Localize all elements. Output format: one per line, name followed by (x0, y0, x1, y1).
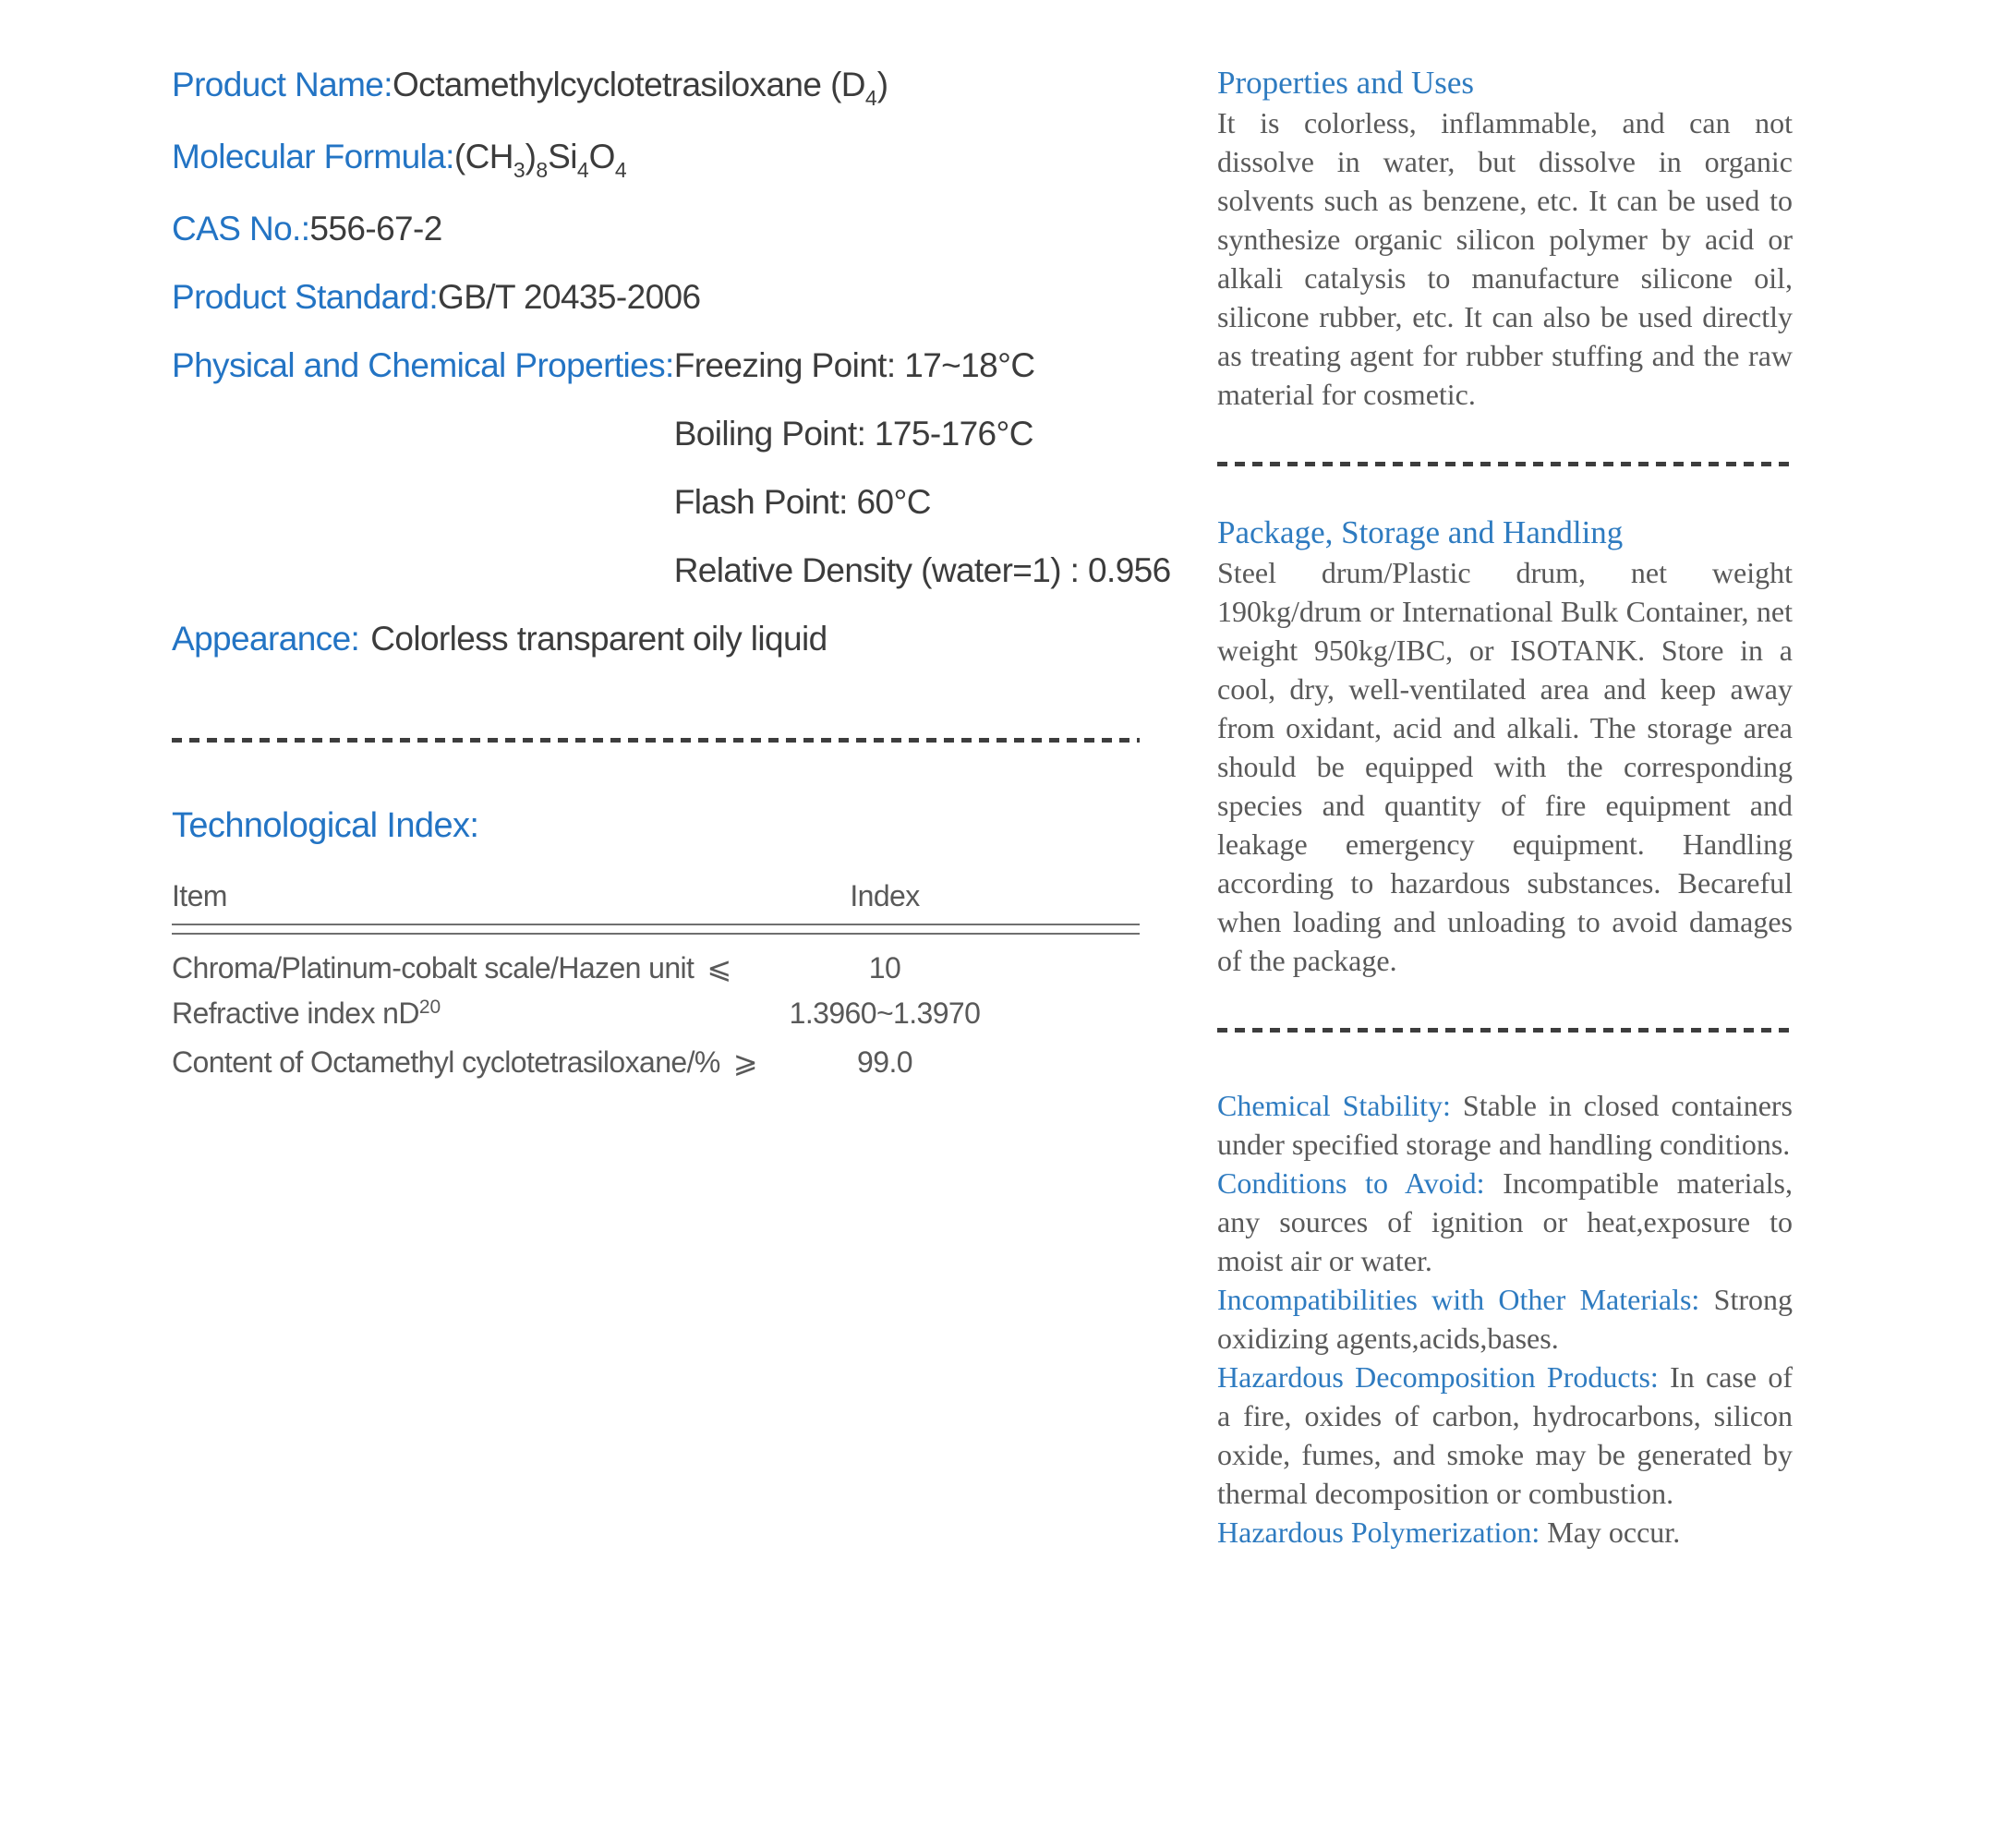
row-index-value: 10 (868, 951, 901, 984)
physical-chemical-properties-values (674, 342, 1171, 595)
cas-number-value: 556-67-2 (309, 210, 442, 248)
product-name-row (172, 61, 1153, 113)
appearance-label: Appearance: (172, 620, 360, 658)
column-header-item: Item (172, 879, 227, 912)
properties-and-uses-text: It is colorless, inflammable, and can not dissolve in water, but dissolve in organic solvents such as benzene, etc. It can be used to synthesize organic silicon polymer by acid or alkali catalysis to manufacture silicone oil, silicone rubber, etc. It can also be used directly as treating agent for rubber stuffing and the raw material for cosmetic. (1217, 106, 1793, 411)
table-row-chroma (172, 946, 1140, 991)
incompatibilities-label: Incompatibilities with Other Materials: (1217, 1283, 1700, 1316)
incompatibilities-text: Strong oxidizing agents,acids,bases. (1217, 1283, 1794, 1355)
hazardous-polymerization-text: May occur. (1540, 1516, 1681, 1549)
flash-point-value: Flash Point: 60°C (673, 483, 931, 521)
incompatibilities-item (1217, 1280, 1793, 1358)
package-storage-handling-text: Steel drum/Plastic drum, net weight 190kg/drum or International Bulk Container, net weight 950kg/IBC, or ISOTANK. Store in a cool, dry, well-ventilated area and keep away from oxidant, acid and alkali. The storage area should be equipped with the corresponding species and quantity of fire equipment and leakage emergency equipment. Handling according to hazardous substances. Becareful when loading and unloading to avoid damages of the package. (1217, 556, 1793, 977)
technological-index-heading: Technological Index: (172, 806, 479, 845)
row-item-text: Chroma/Platinum-cobalt scale/Hazen unit (172, 951, 695, 984)
formula-subscript: 8 (536, 158, 549, 182)
molecular-formula-row (172, 133, 1153, 185)
safety-section (1217, 1086, 1793, 1552)
less-than-or-equal-icon: ⩽ (707, 950, 731, 985)
row-index-value: 99.0 (857, 1045, 912, 1079)
hazardous-decomposition-label: Hazardous Decomposition Products: (1217, 1360, 1659, 1394)
appearance-row (172, 615, 1153, 663)
table-row-refractive-index (172, 991, 1140, 1040)
table-double-rule (172, 924, 1140, 935)
table-row-content (172, 1040, 1140, 1085)
formula-subscript: 4 (576, 158, 589, 182)
left-dashed-divider (172, 738, 1140, 743)
product-standard-row (172, 273, 1153, 321)
cas-number-label: CAS No.: (172, 210, 310, 248)
properties-and-uses-heading: Properties and Uses (1217, 65, 1475, 101)
hazardous-polymerization-label: Hazardous Polymerization: (1217, 1516, 1540, 1549)
hazardous-decomposition-item (1217, 1358, 1793, 1513)
table-header-row (172, 876, 1140, 916)
row-item-superscript: 20 (418, 996, 441, 1018)
product-standard-label: Product Standard: (172, 278, 439, 316)
freezing-point-value: Freezing Point: 17~18°C (673, 346, 1035, 384)
relative-density-value: Relative Density (water=1) : 0.956 (673, 551, 1171, 589)
product-name-value: Octamethylcyclotetrasiloxane (D (392, 66, 865, 103)
chemical-stability-text: Stable in closed containers under specified storage and handling conditions. (1217, 1089, 1794, 1161)
column-header-index: Index (850, 879, 920, 912)
chemical-stability-item (1217, 1086, 1793, 1164)
formula-segment: O (588, 138, 615, 175)
physical-chemical-properties-label: Physical and Chemical Properties: (172, 346, 674, 384)
formula-segment: (CH (453, 138, 513, 175)
package-storage-handling-heading: Package, Storage and Handling (1217, 514, 1624, 550)
technological-index-table (172, 876, 1140, 1085)
molecular-formula-label: Molecular Formula: (172, 138, 454, 175)
hazardous-decomposition-text: In case of a fire, oxides of carbon, hydrocarbons, silicon oxide, fumes, and smoke may be generated by thermal decomposition or combustion. (1217, 1360, 1794, 1510)
greater-than-or-equal-icon: ⩾ (732, 1045, 757, 1080)
chemical-stability-label: Chemical Stability: (1217, 1089, 1451, 1122)
conditions-to-avoid-text: Incompatible materials, any sources of ignition or heat,exposure to moist air or water. (1217, 1166, 1793, 1277)
product-name-subscript: 4 (864, 86, 877, 110)
product-name-value-close: ) (876, 66, 888, 103)
row-index-value: 1.3960~1.3970 (789, 996, 981, 1030)
row-item-text: Refractive index nD (172, 996, 419, 1030)
formula-subscript: 4 (614, 158, 627, 182)
formula-subscript: 3 (513, 158, 525, 182)
product-standard-value: GB/T 20435-2006 (438, 278, 701, 316)
right-dashed-divider-1 (1217, 462, 1793, 466)
row-item-text: Content of Octamethyl cyclotetrasiloxane/% (172, 1045, 720, 1079)
formula-segment: Si (548, 138, 577, 175)
right-column (1217, 0, 1793, 1552)
boiling-point-value: Boiling Point: 175-176°C (673, 415, 1033, 453)
product-name-label: Product Name: (172, 66, 393, 103)
cas-number-row (172, 205, 1153, 253)
conditions-to-avoid-label: Conditions to Avoid: (1217, 1166, 1485, 1200)
conditions-to-avoid-item (1217, 1164, 1793, 1280)
formula-segment: ) (525, 138, 537, 175)
physical-chemical-properties-row (172, 342, 1171, 595)
left-column (172, 0, 1171, 1085)
hazardous-polymerization-item (1217, 1513, 1793, 1552)
right-dashed-divider-2 (1217, 1028, 1793, 1033)
appearance-value: Colorless transparent oily liquid (370, 620, 827, 658)
